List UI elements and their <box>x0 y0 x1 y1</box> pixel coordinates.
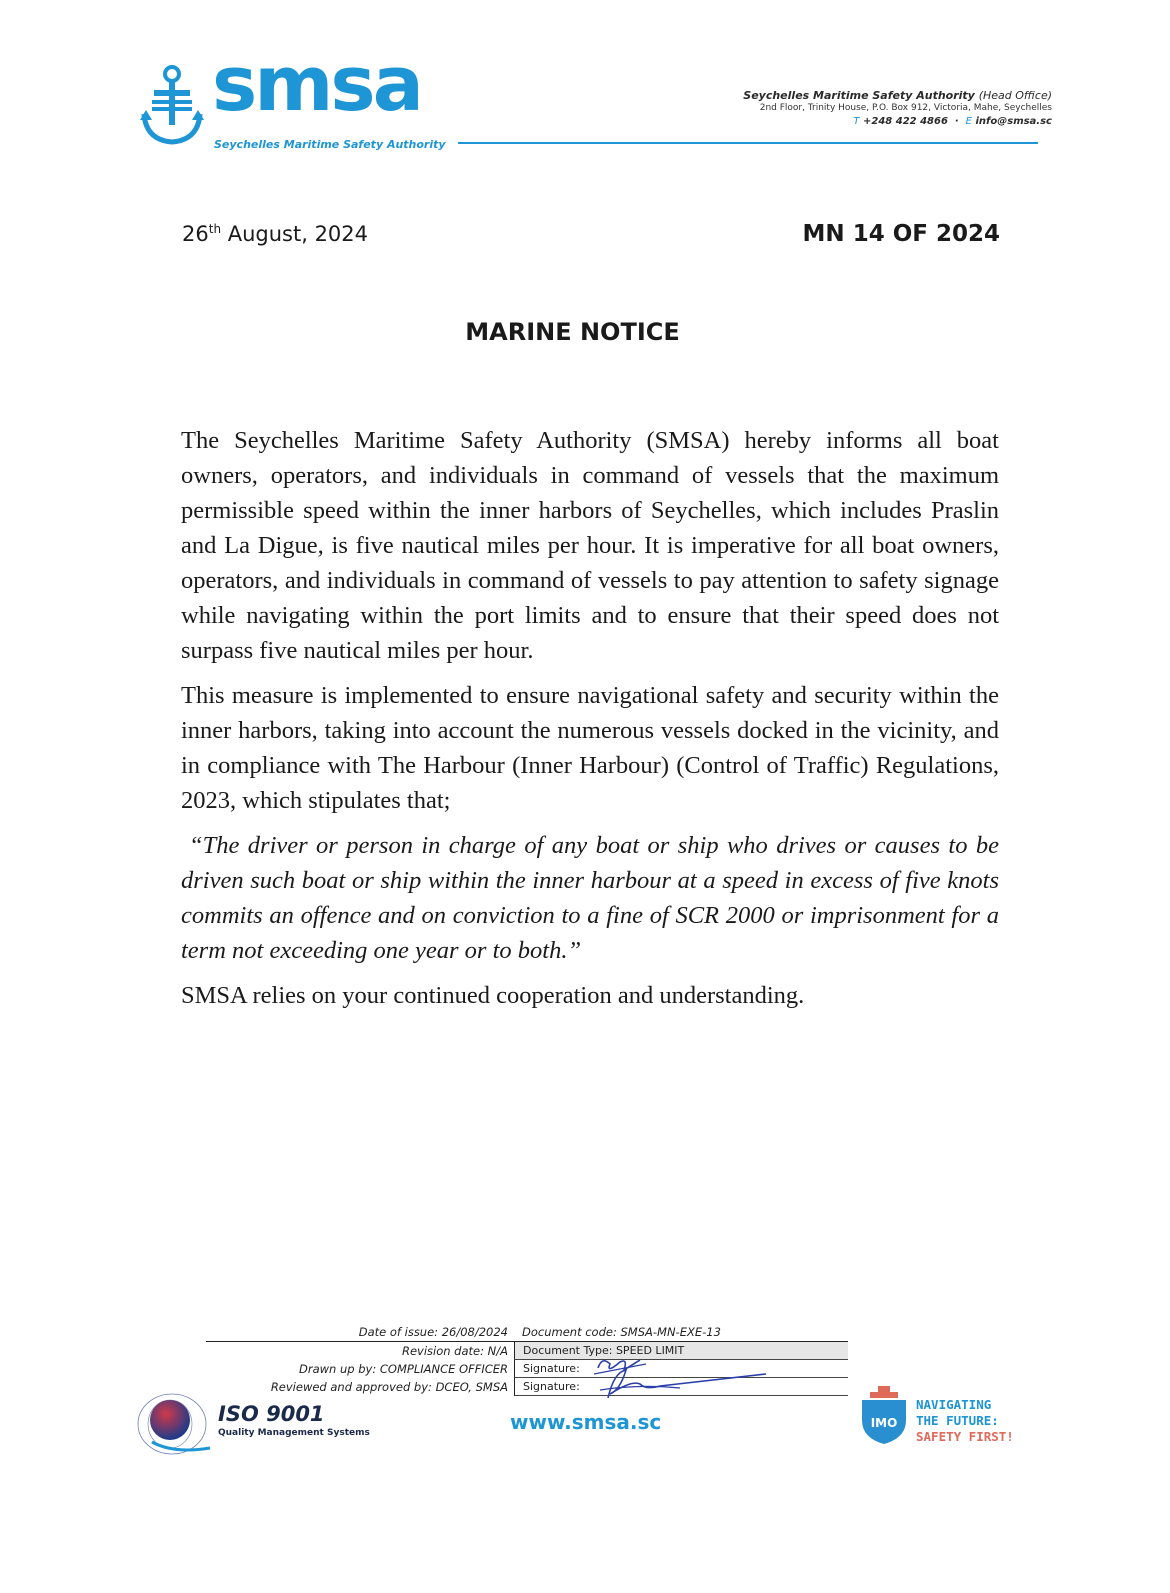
hq-contact: T +248 422 4866 · E info@smsa.sc <box>853 115 1052 127</box>
regulation-quote: “The driver or person in charge of any boat or ship who drives or causes to be driven such boat or ship within the inner harbour at a speed in excess of five knots commits an offence and on conviction to a fine of SCR 2000 or imprisonment for a term not exceeding one year or to both.” <box>181 832 999 964</box>
imo-badge-text: IMO <box>870 1416 898 1430</box>
hq-email[interactable]: info@smsa.sc <box>975 115 1052 127</box>
anchor-icon <box>138 62 206 150</box>
signatures <box>580 1350 770 1400</box>
imo-slogan: NAVIGATING THE FUTURE: SAFETY FIRST! <box>916 1397 1014 1444</box>
logo-tagline: Seychelles Maritime Safety Authority <box>214 138 446 151</box>
notice-number: MN 14 OF 2024 <box>802 221 1000 247</box>
logo-wordmark: smsa <box>212 39 421 128</box>
body-paragraph-3: SMSA relies on your continued cooperation and understanding. <box>181 982 805 1009</box>
head-office-info <box>743 89 1052 128</box>
notice-body <box>181 423 999 1023</box>
iso-subtitle: Quality Management Systems <box>218 1428 370 1438</box>
hq-name: Seychelles Maritime Safety Authority (Head Office) <box>743 89 1052 102</box>
imo-shield-icon <box>858 1384 910 1446</box>
doc-row-drawn: Drawn up by: COMPLIANCE OFFICER Signature: <box>206 1360 848 1378</box>
website-link[interactable]: www.smsa.sc <box>510 1410 662 1434</box>
doc-row-reviewed: Reviewed and approved by: DCEO, SMSA Signature: <box>206 1378 848 1396</box>
hq-address: 2nd Floor, Trinity House, P.O. Box 912, Victoria, Mahe, Seychelles <box>759 103 1052 114</box>
body-paragraph-2: This measure is implemented to ensure navigational safety and security within the inner harbors, taking into account the numerous vessels docked in the vicinity, and in compliance with The Harbour (Inner Harbour) (Control of Traffic) Regulations, 2023, which stipulates that; <box>181 682 999 814</box>
iso-title: ISO 9001 <box>218 1402 325 1426</box>
notice-title: MARINE NOTICE <box>465 318 680 346</box>
iso-globe-icon <box>134 1390 212 1460</box>
smsa-logo <box>138 39 468 154</box>
notice-date: 26th August, 2024 <box>182 222 369 246</box>
header-divider <box>458 142 1038 144</box>
body-paragraph-1: The Seychelles Maritime Safety Authority (SMSA) hereby informs all boat owners, operators, and individuals in command of vessels that the maximum permissible speed within the inner harbors of Seychelles, which includes Praslin and La Digue, is five nautical miles per hour. It is imperative for all boat owners, operators, and individuals in command of vessels to pay attention to safety signage while navigating within the port limits and to ensure that their speed does not surpass five nautical miles per hour. <box>181 427 999 664</box>
hq-phone[interactable]: +248 422 4866 <box>863 115 948 127</box>
doc-row-issue: Date of issue: 26/08/2024 Document code: SMSA-MN-EXE-13 <box>206 1323 848 1342</box>
doc-row-revision: Revision date: N/A Document Type: SPEED LIMIT <box>206 1342 848 1360</box>
